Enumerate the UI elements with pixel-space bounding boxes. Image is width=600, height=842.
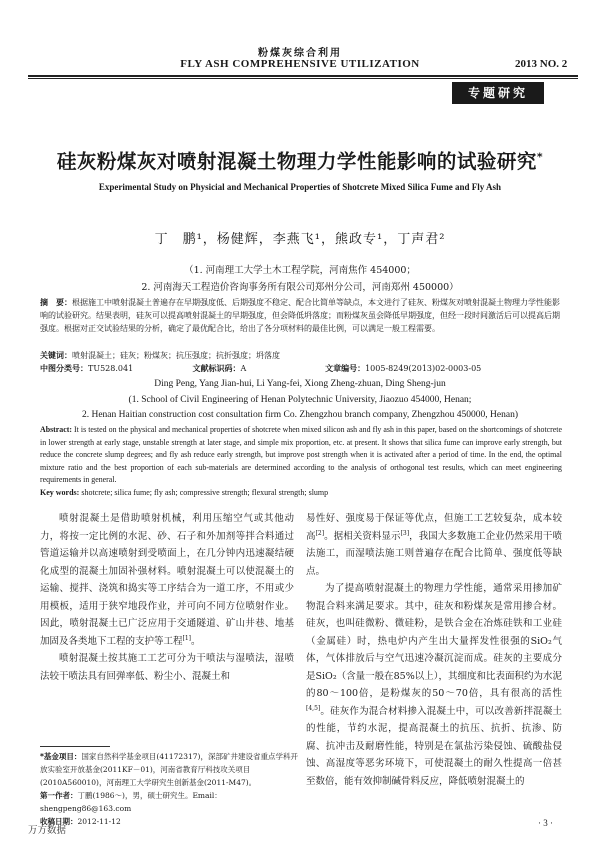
footnotes <box>40 750 300 828</box>
doc-code-value: A <box>240 364 247 373</box>
header-rule <box>28 75 578 77</box>
keywords-en-label: Key words: <box>40 488 80 497</box>
section-tag: 专题研究 <box>452 82 544 104</box>
affiliation-en-1: (1. School of Civil Engineering of Henan Polytechnic University, Jiaozuo 454000, Henan; <box>128 395 472 405</box>
header-rule-thin <box>28 78 578 79</box>
body-column-right <box>306 510 562 790</box>
clc-label: 中图分类号： <box>40 364 88 373</box>
body-paragraph: 为了提高喷射混凝土的物理力学性能，通常采用掺加矿物混合料来满足要求。其中，硅灰和粉煤灰是常用掺合材。硅灰，也叫硅微粉、微硅粉，是铁合金在冶炼硅铁和工业硅（金属硅）时，热电炉内产生出大量挥发性很强的SiO₂气体，气体排放后与空气迅速冷凝沉淀而成。硅灰的主要成分是SiO₂（含量一般在85%以上），其细度和比表面积约为水泥的80～100倍，是粉煤灰的50～70倍，具有很高的活性[4,5]。硅灰作为混合材料掺入混凝土中，可以改善新拌混凝土的性能，节约水泥，提高混凝土的抗压、抗折、抗渗、防腐、抗冲击及耐磨性能，特别是在氯盐污染侵蚀、硫酸盐侵蚀、高湿度等恶劣环境下，可使混凝土的耐久性提高一倍甚至数倍，能有效抑制碱骨料反应，降低喷射混凝土的 <box>306 583 563 787</box>
abstract-en <box>40 424 562 487</box>
authors-en: Ding Peng, Yang Jian-hui, Li Yang-fei, Xiong Zheng-zhuan, Ding Sheng-jun <box>154 379 446 389</box>
clc-value: TU528.041 <box>88 364 134 373</box>
affiliation-cn-2: 2. 河南海天工程造价咨询事务所有限公司郑州分公司，河南郑州 450000） <box>141 282 459 293</box>
classification-row <box>40 363 560 374</box>
issue-number: 2013 NO. 2 <box>515 58 568 70</box>
title-footnote-mark: * <box>536 150 544 164</box>
body-paragraph: 喷射混凝土按其施工工艺可分为干喷法与湿喷法，湿喷法较干喷法具有回弹率低、粉尘小、混凝土和 <box>40 653 294 682</box>
journal-title-cn: 粉煤灰综合利用 <box>258 48 342 59</box>
footnote-rule <box>40 746 110 747</box>
journal-title-en: FLY ASH COMPREHENSIVE UTILIZATION <box>180 58 420 70</box>
keywords-cn-text: 喷射混凝土；硅灰；粉煤灰；抗压强度；抗折强度；坍落度 <box>72 351 280 360</box>
abstract-en-text: It is tested on the physical and mechanical properties of shotcrete when mixed silicon ash and fly ash in this paper, based on the shortcomings of shotcrete in lower strength at early stage, unstable strength at later stage, and simple mix proportion, etc. at present. It shows that silica fume can improve early strength, but reduce the concrete slump degrees; and fly ash reduce early strength, but improve post strength when it is activated after a period of time. In the end, the optimal mixture ratio and the best proportion of each sub-materials are determined according to the analysis of orthogonal test results, which can meet engineering requirements in general. <box>40 425 562 484</box>
watermark: 万方数据 <box>28 825 67 836</box>
citation: [1] <box>182 634 192 642</box>
keywords-en <box>40 488 562 497</box>
citation: [2] <box>315 529 325 537</box>
affiliation-en-2: 2. Henan Haitian construction cost consultation firm Co. Zhengzhou branch company, Zhengzhou 450000, Henan) <box>81 410 518 420</box>
citation: [4,5] <box>306 704 321 712</box>
keywords-cn <box>40 350 560 361</box>
authors-cn: 丁 鹏¹，杨健辉，李燕飞¹，熊政专¹，丁声君² <box>154 232 446 247</box>
abstract-cn <box>40 296 560 335</box>
affiliation-cn-1: （1. 河南理工大学土木工程学院，河南焦作 454000； <box>184 265 416 276</box>
page-number: · 3 · <box>538 818 553 828</box>
article-no-label: 文章编号： <box>325 364 366 373</box>
article-no-value: 1005-8249(2013)02-0003-05 <box>365 364 482 373</box>
title-text: 硅灰粉煤灰对喷射混凝土物理力学性能影响的试验研究 <box>56 150 537 173</box>
abstract-en-label: Abstract: <box>40 425 72 434</box>
body-paragraph: 易性好、强度易于保证等优点，但施工工艺较复杂，成本较高[2]。据相关资料显示[3]，我国大多数施工企业仍然采用干喷法施工，而湿喷法施工则普遍存在配合比简单、强度低等缺点。 <box>306 513 562 577</box>
doc-code-label: 文献标识码： <box>192 364 241 373</box>
abstract-cn-text: 根据施工中喷射混凝土普遍存在早期强度低、后期强度不稳定、配合比简单等缺点，本文进行了硅灰、粉煤灰对喷射混凝土物理力学性能影响的试验研究。结果表明，硅灰可以提高喷射混凝土的早期强度，但会降低坍落度；而粉煤灰虽会降低早期强度，但经一段时间激活后可以提高后期强度。根据对正交试验结果的分析，确定了最优配合比，给出了各分项材料的最佳比例，可以满足一般工程需要。 <box>40 298 560 333</box>
footnote-received: 收稿日期：2012-11-12 <box>40 817 121 826</box>
footnote-author: 第一作者：丁鹏(1986～)，男，硕士研究生。Email：shengpeng86@163.com <box>40 791 222 813</box>
citation: [3] <box>400 529 410 537</box>
abstract-cn-label: 摘 要： <box>40 298 72 307</box>
footnote-fund: *基金项目：国家自然科学基金项目(41172317)，深部矿井建设省重点学科开放实验室开放基金(2011KF－01)，河南省教育厅科技攻关项目(2010A560010)，河南理工大学研究生创新基金(2011-M47)。 <box>40 752 298 787</box>
body-paragraph: 喷射混凝土是借助喷射机械，利用压缩空气或其他动力，将按一定比例的水泥、砂、石子和外加剂等拌合料通过管道运输并以高速喷射到受喷面上，在几分钟内迅速凝结硬化成型的混凝土加固补强材料。喷射混凝土可以使混凝土的运输、搅拌、浇筑和捣实等工序结合为一道工序，不用或少用模板，适用于狭窄地段作业，并可向不同方位喷射作业。因此，喷射混凝土已广泛应用于交通隧道、矿山井巷、地基加固及各类地下工程的支护等工程[1]。 <box>40 513 294 647</box>
keywords-en-text: shotcrete; silica fume; fly ash; compressive strength; flexural strength; slump <box>81 488 329 497</box>
article-title-en: Experimental Study on Physicial and Mechanical Properties of Shotcrete Mixed Silica Fume and Fly Ash <box>98 182 502 192</box>
article-title-cn <box>0 146 600 174</box>
keywords-cn-label: 关键词： <box>40 351 72 360</box>
body-column-left <box>40 510 294 685</box>
